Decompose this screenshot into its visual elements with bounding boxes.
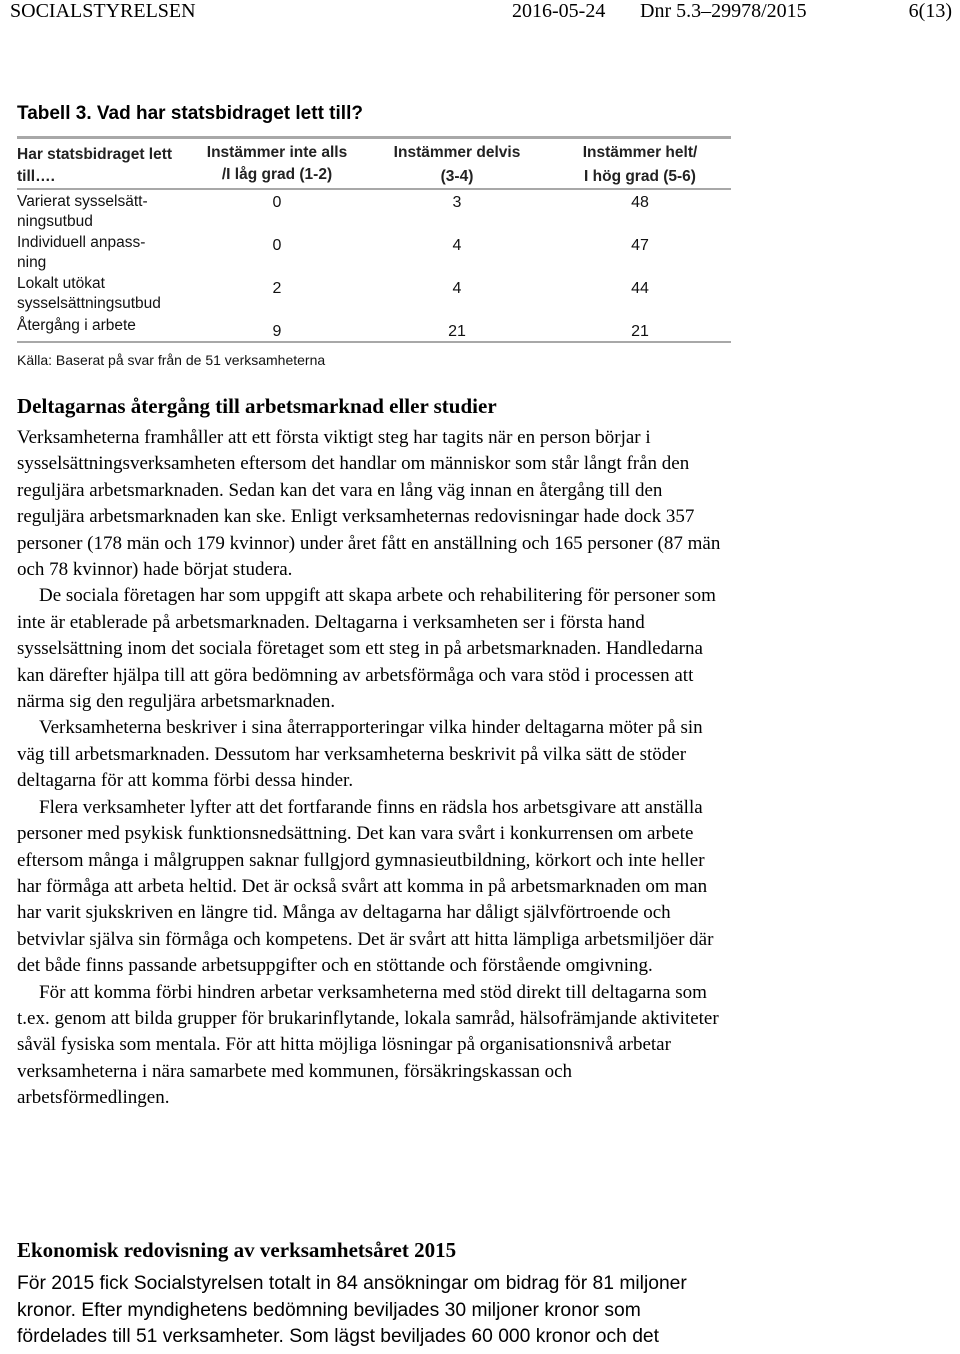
table-top-rule bbox=[17, 136, 731, 139]
table-source-note: Källa: Baserat på svar från de 51 verksamheterna bbox=[17, 352, 326, 368]
column-header-partly-agree: Instämmer delvis (3-4) bbox=[393, 144, 521, 185]
table-cell: 4 bbox=[452, 280, 462, 297]
section-heading: Ekonomisk redovisning av verksamhetsåret 2015 bbox=[17, 1238, 457, 1262]
header-page-number: 6(13) bbox=[908, 0, 952, 22]
table-cell: 48 bbox=[631, 194, 649, 211]
table-bottom-rule bbox=[17, 341, 731, 343]
table-row-label: Lokalt utökat sysselsättningsutbud bbox=[17, 275, 161, 312]
table-title: Tabell 3. Vad har statsbidraget lett till? bbox=[17, 103, 363, 124]
column-header-question: Har statsbidraget lett till…. bbox=[17, 146, 173, 185]
header-reference-number: Dnr 5.3–29978/2015 bbox=[640, 0, 807, 22]
table-cell: 4 bbox=[452, 237, 462, 254]
paragraph: För 2015 fick Socialstyrelsen totalt in 84 ansökningar om bidrag för 81 miljoner kronor. Efter myndighetens bedömning beviljades 30 miljoner kronor som fördelades till 51 verksamheter. Som lägst beviljades 60 000 kronor och det bbox=[17, 1273, 687, 1347]
table-cell: 3 bbox=[452, 194, 462, 211]
paragraph: Flera verksamheter lyfter att det fortfarande finns en rädsla hos arbetsgivare att anställa personer med psykisk funktionsnedsättning. Det kan vara svårt i konkurrensen om arbete eftersom många i målgruppen saknar fullgjord gymnasieutbildning, körkort och inte heller har förmåga att arbeta heltid. Det är också svårt att komma in på arbetsmarknaden om man har varit sjukskriven en längre tid. Många av deltagarna har dåligt självförtroende och betvivlar själva sin förmåga och kompetens. Det är svårt att hitta lämpliga arbetsmiljöer där det både finns passande arbetsuppgifter och en stöttande och förstående omgivning. bbox=[17, 796, 714, 977]
paragraph: Verksamheterna framhåller att ett första viktigt steg har tagits när en person börjar i sysselsättningsverksamheten eftersom det handlar om människor som står långt från den reguljära arbetsmarknaden. Sedan kan det vara en lång väg innan en återgång till den reguljära arbetsmarknaden kan ske. Enligt verksamheternas redovisningar hade dock 357 personer (178 män och 179 kvinnor) under året fått en anställning och 165 personer (87 män och 78 kvinnor) hade börjat studera. bbox=[17, 427, 721, 581]
table-cell: 0 bbox=[272, 194, 282, 211]
table-row-label: Varierat sysselsätt- ningsutbud bbox=[17, 193, 148, 230]
column-header-disagree: Instämmer inte alls /I låg grad (1-2) bbox=[206, 144, 348, 183]
table-row-label: Individuell anpass- ning bbox=[17, 234, 146, 271]
paragraph: För att komma förbi hindren arbetar verksamheterna med stöd direkt till deltagarna som t.ex. genom att bilda grupper för brukarinflytande, lokala samråd, hälsofrämjande aktiviteter såväl fysiska som mentala. För att hitta möjliga lösningar på organisationsnivå arbetar verksamheterna i nära samarbete med kommunen, försäkringskassan och arbetsförmedlingen. bbox=[17, 981, 719, 1109]
page-header bbox=[0, 0, 960, 24]
paragraph: De sociala företagen har som uppgift att skapa arbete och rehabilitering för personer som inte är etablerade på arbetsmarknaden. Deltagarna i verksamheten ser i första hand sysselsättning inom det sociala företaget som ett steg in på arbetsmarknaden. Handledarna kan därefter hjälpa till att göra bedömning av arbetsförmåga och vara stöd i processen att närma sig den reguljära arbetsmarknaden. bbox=[17, 585, 716, 713]
section-return-to-work bbox=[17, 394, 722, 1112]
column-header-fully-agree: Instämmer helt/ I hög grad (5-6) bbox=[582, 144, 698, 185]
header-date: 2016-05-24 bbox=[512, 0, 606, 22]
table-cell: 47 bbox=[631, 237, 649, 254]
section-heading: Deltagarnas återgång till arbetsmarknad eller studier bbox=[17, 394, 497, 418]
table-cell: 0 bbox=[272, 237, 282, 254]
table-cell: 21 bbox=[631, 323, 649, 340]
table-cell: 21 bbox=[448, 323, 466, 340]
table-cell: 9 bbox=[272, 323, 282, 340]
table-row-label: Återgång i arbete bbox=[17, 317, 136, 334]
table-cell: 44 bbox=[631, 280, 649, 297]
results-table bbox=[17, 136, 731, 344]
table-cell: 2 bbox=[272, 280, 282, 297]
header-organization: SOCIALSTYRELSEN bbox=[10, 0, 196, 22]
section-financial-report bbox=[17, 1238, 722, 1351]
paragraph: Verksamheterna beskriver i sina återrapporteringar vilka hinder deltagarna möter på sin väg till arbetsmarknaden. Dessutom har verksamheterna beskrivit på vilka sätt de stöder deltagarna för att komma förbi dessa hinder. bbox=[17, 717, 703, 792]
table-header-rule bbox=[17, 188, 731, 190]
